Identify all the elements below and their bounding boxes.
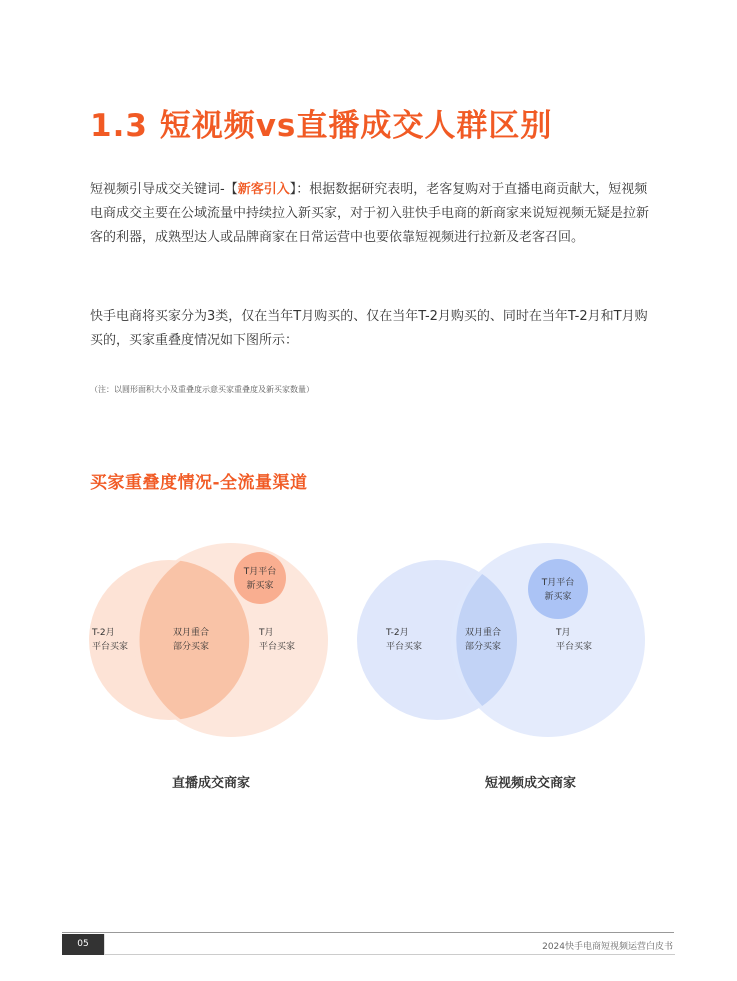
sv-label-t-line1: T月 <box>556 628 571 638</box>
footer-doc-title: 2024快手电商短视频运营白皮书 <box>542 942 673 952</box>
intro-suffix: 】：根据数据研究表明，老客复购对于直播电商贡献大，短视频电商成交主要在公域流量中持续拉入新买家，对于初入驻快手电商的新商家来说短视频无疑是拉新客的利器，成熟型达人或品牌商家在日常运营中也要依靠短视频进行拉新及老客召回。 <box>90 182 650 245</box>
sv-label-overlap <box>458 626 508 654</box>
sv-label-t2 <box>386 626 422 654</box>
live-label-t2-line2: 平台买家 <box>92 642 129 652</box>
live-label-t2 <box>92 626 128 654</box>
sv-label-t2-line2: 平台买家 <box>386 642 423 652</box>
live-label-overlap-line1: 双月重合 <box>172 628 209 638</box>
live-label-new-line1: T月平台 <box>243 567 277 577</box>
chart-title: 买家重叠度情况-全流量渠道 <box>90 473 308 493</box>
sv-label-overlap-line1: 双月重合 <box>464 628 501 638</box>
live-label-t <box>259 626 295 654</box>
page-number: 05 <box>62 934 104 955</box>
live-label-new <box>236 565 284 593</box>
intro-prefix: 短视频引导成交关键词-【 <box>90 182 238 197</box>
sv-label-t <box>556 626 592 654</box>
live-label-t-line1: T月 <box>259 628 274 638</box>
keyword-highlight: 新客引入 <box>237 182 290 197</box>
intro-paragraph <box>90 178 650 250</box>
sv-label-t2-line1: T-2月 <box>386 628 409 638</box>
sv-label-new-line1: T月平台 <box>541 578 575 588</box>
sv-label-t-line2: 平台买家 <box>556 642 593 652</box>
shortvideo-caption: 短视频成交商家 <box>485 776 577 791</box>
footer-divider <box>62 932 674 933</box>
sv-label-new-line2: 新买家 <box>544 592 572 602</box>
classification-paragraph: 快手电商将买家分为3类，仅在当年T月购买的、仅在当年T-2月购买的、同时在当年T-2月和T月购买的，买家重叠度情况如下图所示： <box>90 309 648 348</box>
chart-note: （注：以圆形面积大小及重叠度示意买家重叠度及新买家数量） <box>90 385 314 394</box>
live-label-t2-line1: T-2月 <box>92 628 115 638</box>
section-heading: 1.3 短视频vs直播成交人群区别 <box>90 108 553 144</box>
sv-label-overlap-line2: 部分买家 <box>464 642 501 652</box>
live-label-new-line2: 新买家 <box>246 581 274 591</box>
sv-label-new <box>534 576 582 604</box>
live-label-t-line2: 平台买家 <box>259 642 296 652</box>
live-label-overlap <box>166 626 216 654</box>
live-caption: 直播成交商家 <box>172 776 251 791</box>
live-label-overlap-line2: 部分买家 <box>172 642 209 652</box>
